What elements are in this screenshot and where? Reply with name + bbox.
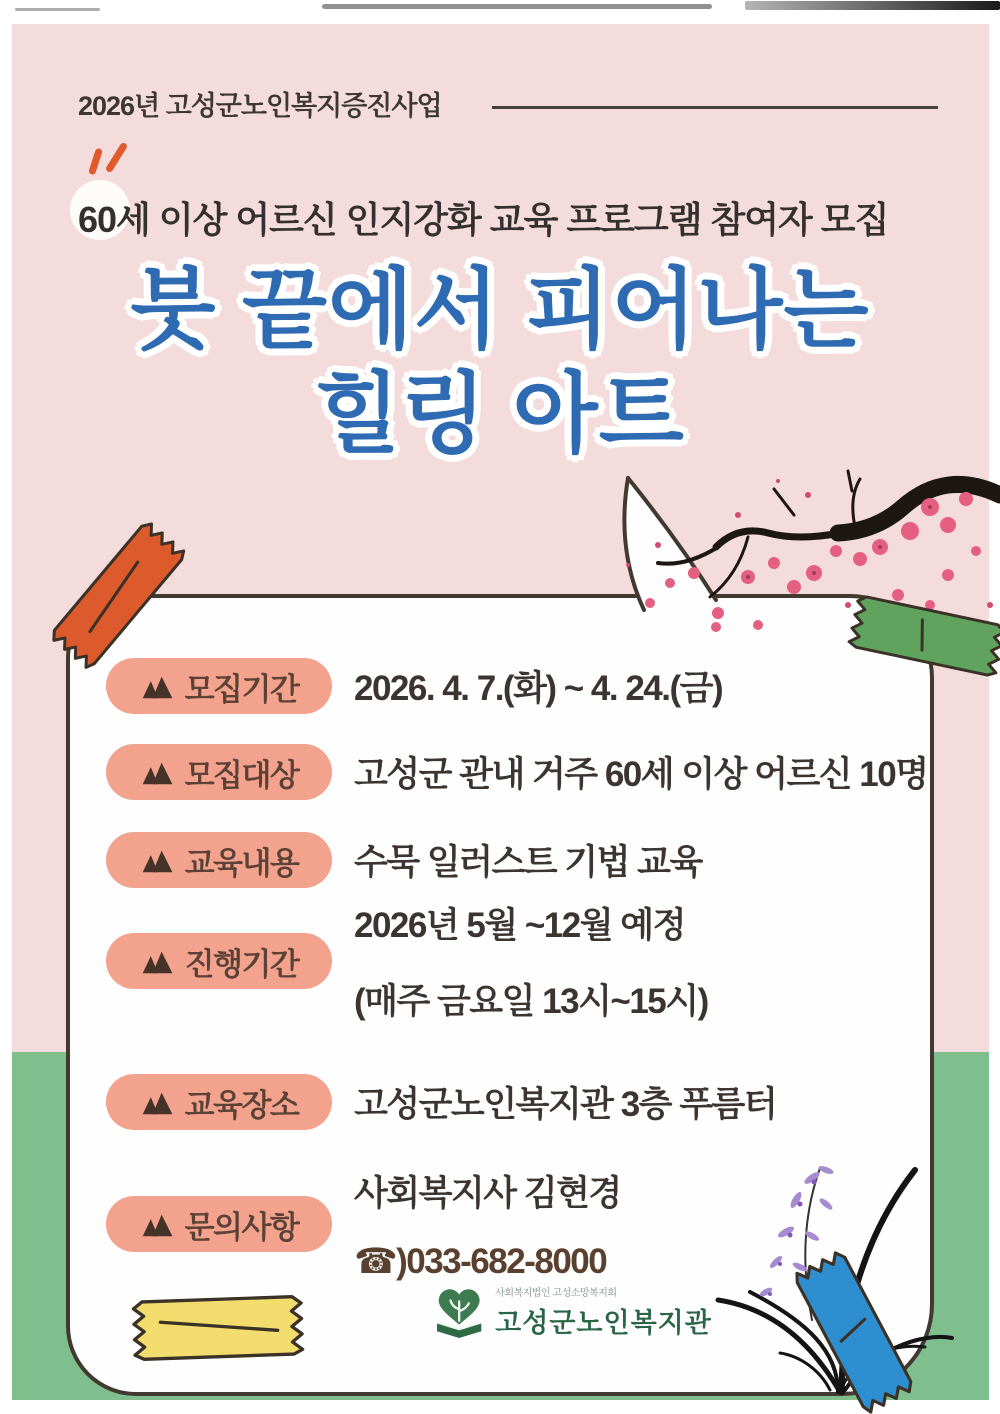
- footer-logo: [432, 1284, 712, 1340]
- info-value: 수묵 일러스트 기법 교육: [354, 843, 702, 882]
- org-name: 고성군노인복지관: [495, 1308, 712, 1338]
- info-label-pill: [106, 1196, 332, 1252]
- program-header: 2026년 고성군노인복지증진사업: [78, 91, 442, 121]
- info-label-pill: [106, 1074, 332, 1130]
- mountain-icon: [140, 848, 176, 873]
- info-value-phone: ☎)033-682-8000: [354, 1242, 607, 1281]
- info-label: 모집기간: [184, 671, 299, 707]
- mountain-icon: [140, 1212, 176, 1237]
- info-row: [106, 1074, 776, 1130]
- mountain-icon: [140, 760, 176, 785]
- header-underline: [492, 106, 938, 109]
- mountain-icon: [140, 674, 176, 699]
- washi-tape-yellow: [127, 1293, 309, 1363]
- info-value: 2026년 5월 ~12월 예정: [354, 906, 685, 945]
- info-label-pill: [106, 658, 332, 714]
- org-name-small: 사회복지법인 고성소망복지회: [495, 1288, 617, 1299]
- info-row: [106, 832, 702, 888]
- scan-artifact: [322, 4, 712, 9]
- mountain-icon: [140, 949, 176, 974]
- info-value: 고성군노인복지관 3층 푸름터: [354, 1085, 777, 1124]
- info-label: 진행기간: [184, 946, 299, 982]
- info-label: 문의사항: [184, 1209, 299, 1245]
- info-label: 교육장소: [184, 1087, 299, 1123]
- info-value: 사회복지사 김현경: [354, 1174, 621, 1213]
- info-label: 교육내용: [184, 845, 299, 881]
- org-logo-icon: [432, 1286, 486, 1338]
- info-label-pill: [106, 744, 332, 800]
- info-label-pill: [106, 933, 332, 989]
- poster-title-line2: 힐링 아트: [315, 363, 685, 463]
- info-row: [106, 892, 708, 1030]
- info-value: (매주 금요일 13시~15시): [354, 982, 708, 1021]
- recruit-banner: 60세 이상 어르신 인지강화 교육 프로그램 참여자 모집: [78, 199, 889, 240]
- info-label: 모집대상: [184, 757, 299, 793]
- info-label-pill: [106, 832, 332, 888]
- info-row: [106, 1150, 621, 1298]
- scan-artifact: [745, 1, 1000, 10]
- info-value: 고성군 관내 거주 60세 이상 어르신 10명: [354, 755, 928, 794]
- poster-title-line1: 붓 끝에서 피어나는: [130, 260, 870, 359]
- mountain-icon: [140, 1090, 176, 1115]
- poster-title: [0, 258, 1000, 466]
- info-row: [106, 744, 928, 800]
- scan-artifact: [15, 8, 100, 11]
- info-value: 2026. 4. 7.(화) ~ 4. 24.(금): [354, 669, 723, 708]
